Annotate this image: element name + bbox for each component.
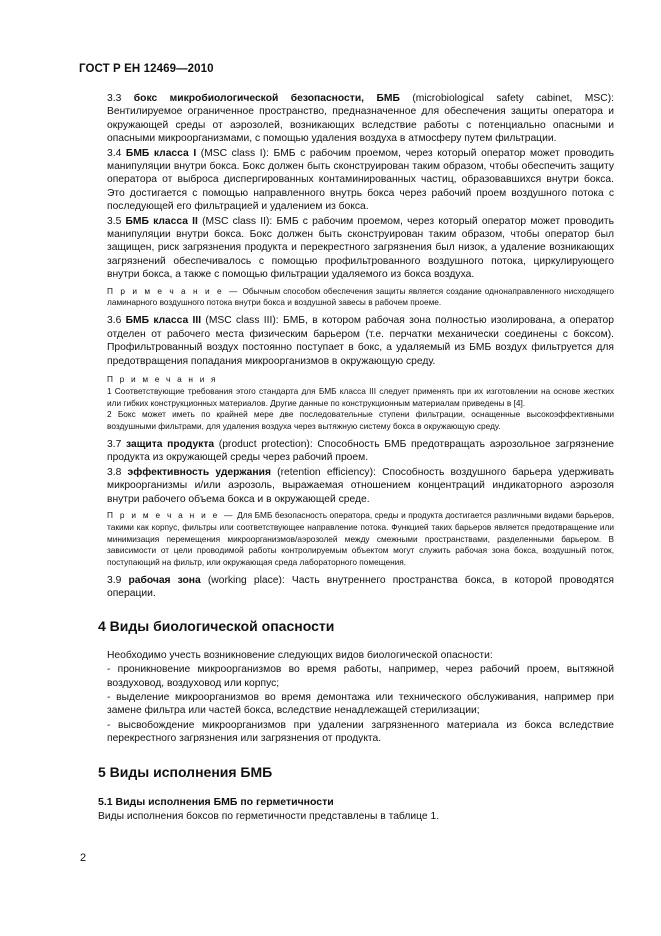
definition-text: (microbiological safety cabinet, MSC): Вентилируемое ограниченное пространство, предназначенное для обеспечения защиты оператора и окружающей среды от аэрозолей, возникающих вследствие работы с потенциально опасными и опасными микроорганизмами, с помощью удаления воздуха в атмосферу путем фильтрации.	[107, 93, 614, 145]
note-label: П р и м е ч а н и е —	[107, 285, 240, 296]
definition-text: (MSC class I): БМБ с рабочим проемом, через который оператор может проводить манипуляции внутри бокса. Бокс должен быть сконструирован таким образом, чтобы обеспечить защиту оператора от выброса диспергированных контаминированных частиц, образовавшихся внутри бокса. Это достигается с помощью направленного внутрь бокса через рабочий проем воздушного потока с последующей его фильтрацией и удалением из бокса.	[107, 147, 614, 213]
notes-label: П р и м е ч а н и я	[107, 373, 218, 384]
definition-term: БМБ класса I	[125, 147, 197, 159]
document-header: ГОСТ Р ЕН 12469—2010	[79, 63, 214, 75]
note-item-2: 2 Бокс может иметь по крайней мере две последовательные ступени фильтрации, оснащенные высокоэффективными воздушными фильтрами, для удаления воздуха через вытяжную систему бокса в окружающую среду.	[107, 409, 614, 432]
section-5-heading: 5 Виды исполнения БМБ	[98, 763, 273, 780]
note-text: Для БМБ безопасность оператора, среды и продукта достигается различными видами барьеров, такими как корпус, фильтры или соответствующее направление потока. Функцией таких барьеров является предотвращение или минимизация перемещения микроорганизмов/аэрозолей между смежными пространствами, разделенными барьером. В зависимости от цели проводимой работы контролируемым объектом могут служить рабочая зона бокса, воздушный поток, поступающий на фильтр, или окружающая среда лабораторного помещения.	[107, 509, 614, 568]
definition-term: защита продукта	[125, 438, 215, 450]
hazard-item-2: - выделение микроорганизмов во время демонтажа или технического обслуживания, например при замене фильтра или частей бокса, вследствие ненадлежащей стерилизации;	[107, 691, 614, 717]
note-label: П р и м е ч а н и е —	[107, 509, 235, 520]
section-5-1-text: Виды исполнения боксов по герметичности представлены в таблице 1.	[98, 810, 440, 822]
hazard-item-3: - высвобождение микроорганизмов при удалении загрязненного материала из бокса вследствие перекрестного загрязнения или загрязнения от продукта.	[107, 719, 614, 745]
definition-text: (retention efficiency): Способность воздушного барьера удерживать микроорганизмы и/или аэрозоль, выражаемая отношением концентраций индикаторного аэрозоля внутри рабочего объема бокса и в окружающей среде.	[107, 466, 614, 505]
page-number: 2	[80, 852, 87, 864]
definition-term: БМБ класса II	[125, 215, 198, 227]
definition-number: 3.3	[107, 93, 122, 104]
definition-3-9	[107, 574, 614, 601]
definition-term: бокс микробиологической безопасности, БМБ	[133, 93, 400, 104]
definition-term: БМБ класса III	[125, 315, 202, 327]
definition-number: 3.5	[107, 215, 122, 227]
definition-text: (MSC class II): БМБ с рабочим проемом, через который оператор может проводить манипуляции внутри бокса. Бокс должен быть сконструирован таким образом, чтобы оператор был защищен, риск загрязнения продукта и перекрестного загрязнения был низок, а удаление возникающих загрязнений обеспечивалось с помощью профильтрованного воздушного потока, циркулирующего внутри бокса, а также с помощью фильтрации удаляемого из бокса воздуха.	[107, 215, 614, 281]
definition-3-6	[107, 314, 614, 368]
definition-number: 3.6	[107, 315, 122, 327]
definition-number: 3.7	[107, 438, 122, 450]
definition-3-3	[107, 92, 614, 146]
definition-3-5	[107, 215, 614, 282]
definition-3-7	[107, 438, 614, 465]
subsection-5-1-heading: 5.1 Виды исполнения БМБ по герметичности	[98, 795, 334, 808]
definition-3-8	[107, 466, 614, 506]
section-4-heading: 4 Виды биологической опасности	[98, 617, 335, 634]
document-body	[98, 92, 614, 823]
definition-3-4	[107, 147, 614, 214]
note-item-1: 1 Соответствующие требования этого стандарта для БМБ класса III следует применять при их изготовлении на основе жестких или гибких конструкционных материалов. Другие данные по конструкционным материалам приведены в [4].	[107, 385, 614, 408]
section-4-intro: Необходимо учесть возникновение следующих видов биологической опасности:	[107, 649, 493, 661]
definition-term: эффективность удержания	[127, 466, 271, 478]
hazard-item-1: - проникновение микроорганизмов во время работы, например, через рабочий проем, вытяжной воздуховод, воздуховод или корпус;	[107, 664, 614, 689]
note-3-8	[107, 510, 614, 569]
definition-number: 3.8	[107, 466, 122, 478]
definition-term: рабочая зона	[128, 574, 201, 586]
note-3-5	[107, 286, 614, 310]
definition-number: 3.9	[107, 574, 122, 586]
definition-text: (working place): Часть внутреннего пространства бокса, в которой проводятся операции.	[107, 574, 614, 600]
definition-text: (product protection): Способность БМБ предотвращать аэрозольное загрязнение продукта из окружающей среды через рабочий проем.	[107, 438, 614, 464]
definition-text: (MSC class III): БМБ, в котором рабочая зона полностью изолирована, а оператор отделен от рабочего места физическим барьером (т.е. перчатки механически соединены с боксом). Профильтрованный воздух постоянно поступает в бокс, а удаляемый из БМБ воздух фильтруется для предотвращения попадания микроорганизмов в окружающую среду.	[107, 315, 614, 367]
definition-number: 3.4	[107, 147, 122, 159]
note-text: Обычным способом обеспечения защиты является создание однонаправленного нисходящего ламинарного воздушного потока внутри бокса и воздушной завесы в рабочем проеме.	[107, 285, 614, 308]
